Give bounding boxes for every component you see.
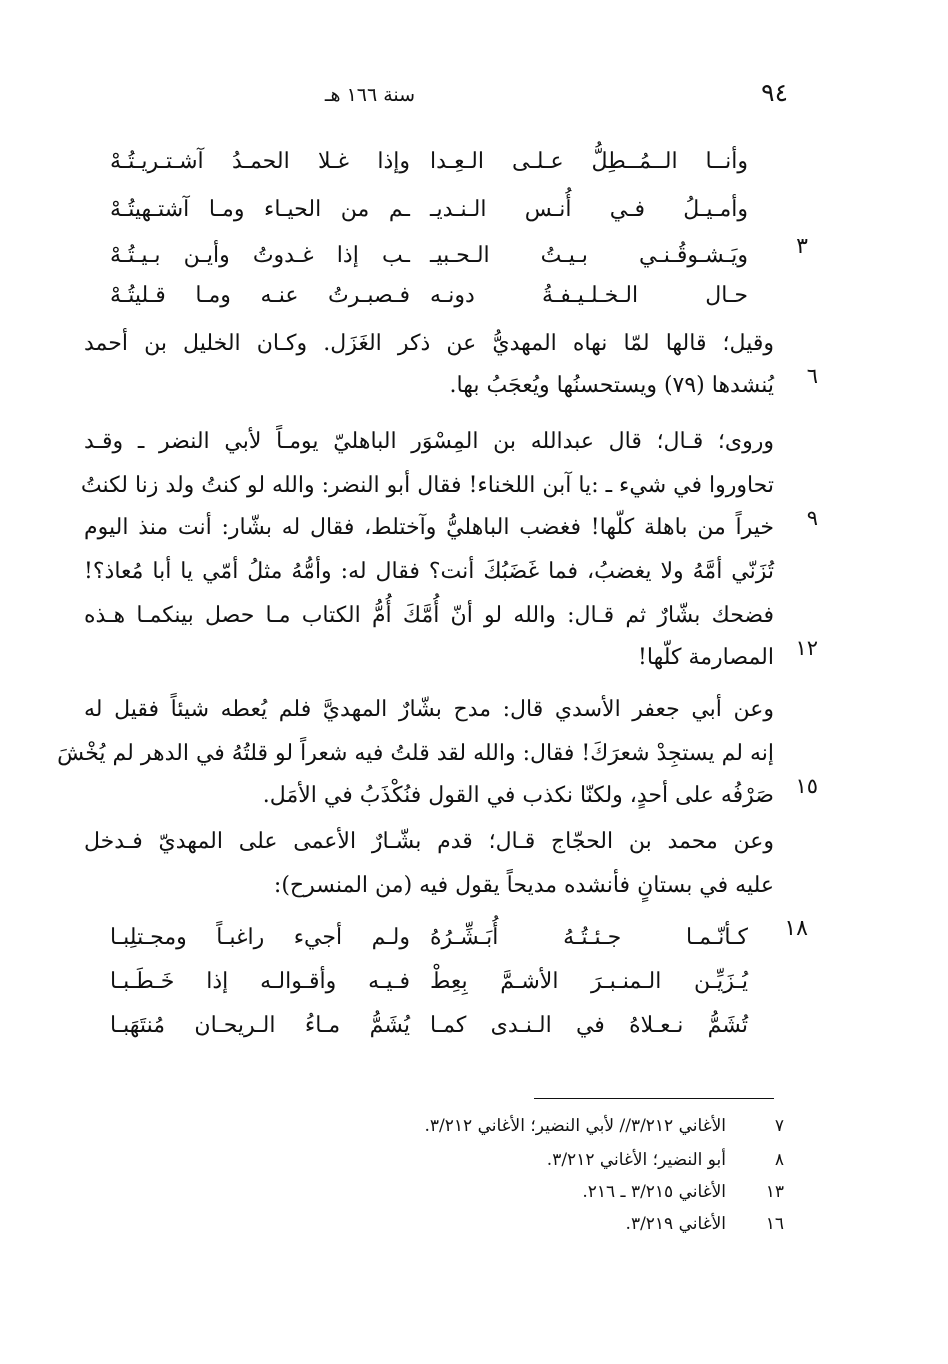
prose-line: فضحك بشّارٌ ثم قـال: والله لو أنّ أُمَّكَ أُمُّ الكتاب مـا حصل بينكمـا هـذه [84,603,774,628]
footnote-text: أبو النضير؛ الأغاني ٣/٢١٢. [546,1150,726,1170]
prose-line: خيراً من باهلة كلّها! فغضب الباهليُّ وآختلط، فقال له بشّار: أنت منذ اليوم [84,515,774,540]
prose-line: وقيل؛ قالها لمّا نهاه المهديُّ عن ذكر الغَزَل. وكـان الخليل بن أحمد [84,331,774,356]
verse-number: ١٨ [784,916,808,941]
verse-left-hemistich: فـصبـرتُ عنـه ومـا قـليتُـهْ [110,283,410,308]
verse-right-hemistich: يُـزَيِّـن الـمنـبـرَ الأشـمَّ بِعِطْ [430,969,748,994]
verse-left-hemistich: يُشَمُّ مـاءُ الـريحـان مُنتَهَبـا [110,1013,410,1038]
prose-line: وعن محمد بن الحجّاج قـال؛ قدم بشّـارٌ الأعمى على المهديّ فـدخل [84,829,774,854]
footnote-divider [534,1098,774,1099]
verse-left-hemistich: وإذا غـلا الحمـدُ آشـتـريـتُـهْ [110,149,410,174]
prose-line: تحاوروا في شيء ـ :يا آبن اللخناء! فقال أبو النضر: والله لو كنتُ ولد زنا لكنتُ [80,473,774,498]
verse-left-hemistich: ـم من الحيـاء ومـا آشتـهيتُـهْ [110,197,410,222]
running-title: سنة ١٦٦ هـ [324,84,416,106]
line-number: ٦ [806,364,818,388]
verse-right-hemistich: حـال الـخـلـيـفـةُ دونـه [430,283,748,308]
footnote-number: ٨ [774,1150,784,1170]
prose-line: يُنشدها (٧٩) ويستحسنُها ويُعجَبُ بها. [449,373,774,398]
verse-right-hemistich: ويَـشـوقُـنـي بـيـتُ الـحـبيـ [430,243,748,268]
prose-line: وروى؛ قـال؛ قال عبدالله بن المِسْوَر الباهليّ يومـاً لأبي النضر ـ وقـد [84,429,774,454]
verse-right-hemistich: وأمـيـلُ فـي أُنـس الـنـديـ [430,197,748,222]
prose-line: صَرْفُه على أحدٍ، ولكنّا نكذب في القول فنُكْذَبُ في الأمَل. [262,783,774,808]
verse-left-hemistich: ولـم أجيء راغبـاً ومجـتلِبـا [110,925,410,950]
line-number: ١٥ [795,774,818,798]
footnote-text: الأغاني ٣/٢١٩. [625,1214,726,1234]
line-number: ١٢ [795,636,818,660]
verse-right-hemistich: تُشَمُّ نـعـلاهُ في الـنـدى كمـا [430,1013,748,1038]
footnote-text: الأغاني ٣/٢١٥ ـ ٢١٦. [582,1182,726,1202]
footnote-number: ١٣ [765,1182,784,1202]
footnote-text: الأغاني ٣/٢١٢// لأبي النضير؛ الأغاني ٣/٢١٢. [424,1116,726,1136]
verse-right-hemistich: وأنــا الــمُــطِلُّ عـلـى الـعِـدا [430,149,748,174]
line-number: ٩ [806,506,818,530]
prose-line: عليه في بستانٍ فأنشده مديحاً يقول فيه (من المنسرح): [273,873,774,898]
prose-line: وعن أبي جعفر الأسدي قال: مدح بشّارٌ المهديَّ فلم يُعطه شيئاً فقيل له [84,697,774,722]
page-number: ٩٤ [761,78,788,107]
verse-right-hemistich: كـأنّـمـا جـئـتُـهُ أُبَـشِّـرُهُ [430,925,748,950]
footnote-number: ١٦ [765,1214,784,1234]
verse-left-hemistich: ـب إذا غـدوتُ وأيـن بـيـتُـهْ [110,243,410,268]
verse-left-hemistich: فـيـه وأقـوالـه إذا خَـطَـبـا [110,969,410,994]
prose-line: إنه لم يستجِدْ شعرَكَ! فقال: والله لقد قلتُ فيه شعراً لو قلتُهُ في الدهر لم يُخْشَ [57,741,774,766]
prose-line: المصارمة كلّها! [638,645,774,670]
verse-number: ٣ [796,234,808,259]
footnote-number: ٧ [774,1116,784,1136]
prose-line: تُزَنّي أمَّهُ ولا يغضبُ، فما غَضَبُكَ أنت؟ فقال له: وأمُّهُ مثلُ أمّي يا أبا مُعاذ؟! [84,559,774,584]
